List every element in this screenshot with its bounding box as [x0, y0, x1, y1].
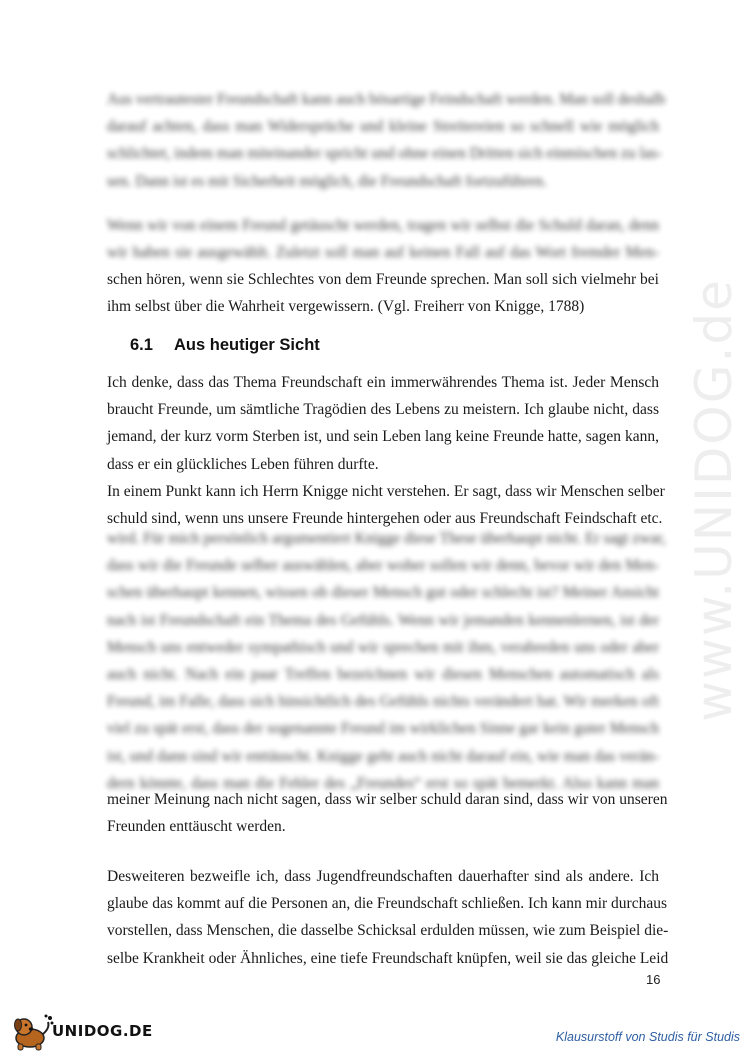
text-line: dass er ein glückliches Leben führen durfte.: [107, 455, 379, 473]
text-line: Freund, im Falle, dass sich hinsichtlich des Gefühls nichts verändert hat. Wir merken oft: [107, 693, 659, 711]
text-line: Ich denke, dass das Thema Freundschaft ein immerwährendes Thema ist. Jeder Mensch: [107, 374, 659, 391]
text-line: sen. Dann ist es mit Sicherheit möglich, die Freundschaft fortzuführen.: [107, 172, 547, 190]
paragraph-5: [107, 863, 669, 972]
text-line: glaube das kommt auf die Personen an, die Freundschaft schließen. Ich kann mir durchaus: [107, 895, 667, 913]
text-line: viel zu spät erst, dass der sogenannte Freund im wirklichen Sinne gar kein guter Mensch: [107, 720, 659, 738]
text-line: dass wir die Freunde selber auswählen, aber woher sollen wir denn, bevor wir den Men-: [107, 557, 659, 575]
text-line: schuld sind, wenn uns unsere Freunde hintergehen oder aus Freundschaft Feindschaft etc.: [107, 509, 663, 527]
text-line: meiner Meinung nach nicht sagen, dass wir selber schuld daran sind, dass wir von unseren: [107, 791, 668, 808]
dog-icon: [10, 1012, 54, 1052]
text-line: vorstellen, dass Menschen, die dasselbe Schicksal erdulden müssen, wie zum Beispiel die-: [107, 922, 669, 940]
text-line: nach ist Freundschaft ein Thema des Gefühls. Wenn wir jemanden kennenlernen, ist der: [107, 611, 659, 629]
text-line: ist, und dann sind wir enttäuscht. Knigge geht auch nicht darauf ein, wie man das verän-: [107, 747, 659, 765]
text-line: darauf achten, dass man Widersprüche und kleine Streitereien so schnell wie möglich: [107, 118, 659, 136]
text-line: Desweiteren bezweifle ich, dass Jugendfreundschaften dauerhafter sind als andere. Ich: [107, 868, 659, 885]
section-heading: [130, 336, 320, 355]
text-line: schen überhaupt kennen, wissen ob dieser Mensch gut oder schlecht ist? Meiner Ansicht: [107, 584, 659, 602]
text-line: selbe Krankheit oder Ähnliches, eine tiefe Freundschaft knüpfen, weil sie das gleiche Leid: [107, 949, 669, 967]
footer-slogan: Klausurstoff von Studis für Studis: [555, 1030, 740, 1044]
paragraph-2: [107, 266, 659, 320]
text-line: Freunden enttäuscht werden.: [107, 818, 286, 836]
unidog-logo: [10, 1012, 160, 1052]
logo-text: UNIDOG.DE: [52, 1022, 153, 1040]
text-line: braucht Freunde, um sämtliche Tragödien des Lebens zu meistern. Ich glaube nicht, dass: [107, 401, 659, 419]
paragraph-1-blurred: [107, 86, 666, 195]
text-line: Wenn wir von einem Freund getäuscht werden, tragen wir selbst die Schuld daran, denn: [107, 217, 659, 234]
paragraph-2-blurred: [107, 212, 659, 266]
watermark: www.UNIDOG.de: [685, 278, 743, 722]
text-line: ihm selbst über die Wahrheit vergewissern. (Vgl. Freiherr von Knigge, 1788): [107, 298, 585, 316]
text-line: dern könnte, dass man die Fehler des „Freundes“ erst so spät bemerkt. Also kann man: [107, 774, 659, 792]
paragraph-4-end: [107, 786, 668, 840]
text-line: schlichtet, indem man miteinander spricht und ohne einen Dritten sich einmischen zu las-: [107, 145, 662, 163]
section-number: 6.1: [130, 336, 153, 354]
text-line: Mensch uns entweder sympathisch und wir sprechen mit ihm, verabreden uns oder aber: [107, 638, 659, 656]
paragraph-3: [107, 369, 665, 532]
text-line: wir haben sie ausgewählt. Zuletzt soll man auf keinen Fall auf das Wort fremder Men-: [107, 244, 659, 262]
text-line: schen hören, wenn sie Schlechtes von dem Freunde sprechen. Man soll sich vielmehr bei: [107, 271, 659, 288]
text-line: Aus vertrautester Freundschaft kann auch bösartige Feindschaft werden. Man soll deshalb: [107, 91, 666, 108]
text-line: jemand, der kurz vorm Sterben ist, und sein Leben lang keine Freunde hatte, sagen kann,: [107, 428, 659, 446]
text-line: auch nicht. Nach ein paar Treffen bezeichnen wir diesen Menschen automatisch als: [107, 665, 659, 683]
text-line: wird. Für mich persönlich argumentiert Knigge diese These überhaupt nicht. Er sagt zwar,: [107, 530, 666, 547]
section-title: Aus heutiger Sicht: [174, 336, 320, 354]
text-line: In einem Punkt kann ich Herrn Knigge nicht verstehen. Er sagt, dass wir Menschen selber: [107, 482, 665, 500]
paragraph-4-blurred: [107, 525, 666, 797]
page-number: 16: [646, 972, 661, 987]
